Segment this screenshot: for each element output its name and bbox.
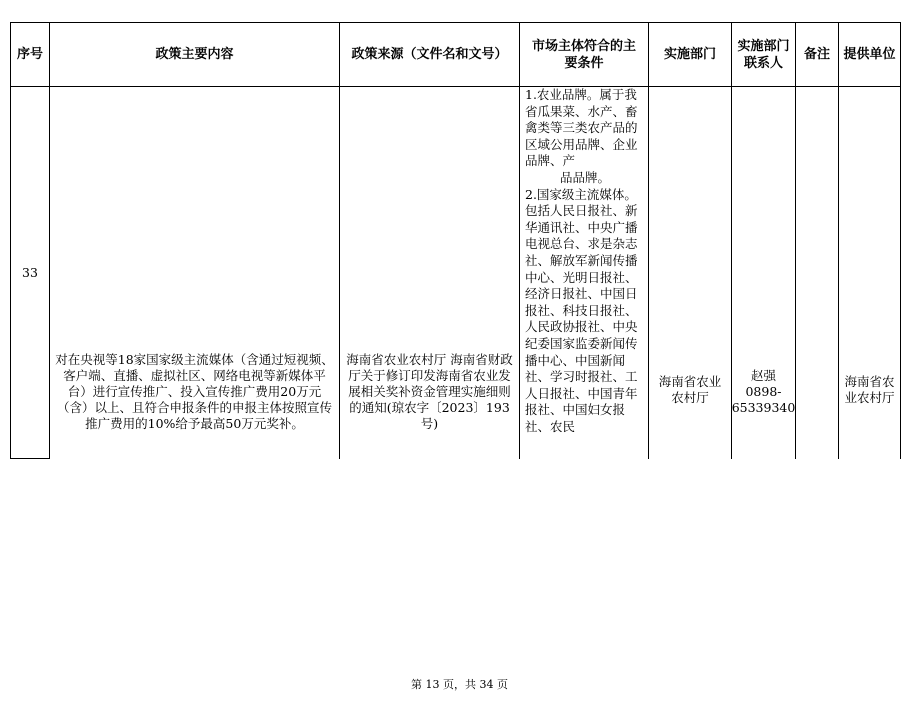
requirement-item-tail: 品品牌。 [559,169,610,185]
requirement-item: 1.农业品牌。属于我省瓜果菜、水产、畜禽类等三类农产品的区域公用品牌、企业品牌、产 [525,87,638,169]
row-source: 海南省农业农村厅 海南省财政厅关于修订印发海南省农业发展相关奖补资金管理实施细则的通知(琼农字〔2023〕193 号) [346,352,513,431]
row-requirements [525,87,645,458]
col-divider [900,22,901,459]
header-source: 政策来源（文件名和文号） [351,47,508,62]
row-contact [732,360,795,424]
header-requirements: 市场主体符合的主要条件 [531,38,636,71]
header-seq: 序号 [16,47,43,62]
requirement-item: 2.国家级主流媒体。包括人民日报社、新华通讯社、中央广播电视总台、求是杂志社、解放军新闻传播中心、光明日报社、经济日报社、中国日报社、科技日报社、人民政协报社、中央纪委国家监委新闻传播中心、中国新闻社、学习时报社、工人日报社、中国青年报社、中国妇女报社、农民 [525,186,638,434]
row-content: 对在央视等18家国家级主流媒体（含通过短视频、客户端、直播、虚拟社区、网络电视等新媒体平台）进行宣传推广、投入宣传推广费用20万元（含）以上、且符合申报条件的申报主体按照宣传推广费用的10%给予最高50万元奖补。 [55,352,334,431]
header-remarks: 备注 [803,47,830,62]
contact-name: 赵强 [750,368,776,383]
row-seq: 33 [22,264,38,280]
row-remarks [796,87,838,458]
page-footer: 第 13 页，共 34 页 [411,678,508,691]
header-content: 政策主要内容 [155,47,234,62]
col-divider [519,22,520,459]
header-contact: 实施部门联系人 [737,38,790,71]
seq-cell-bottom-border [10,458,50,459]
row-provider: 海南省农业农村厅 [844,374,895,405]
header-provider: 提供单位 [843,47,896,62]
contact-phone: 0898- [745,384,782,399]
row-department: 海南省农业农村厅 [658,374,722,405]
header-bottom-border [10,86,901,87]
header-department: 实施部门 [663,47,716,62]
contact-phone: 65339340 [732,400,795,415]
